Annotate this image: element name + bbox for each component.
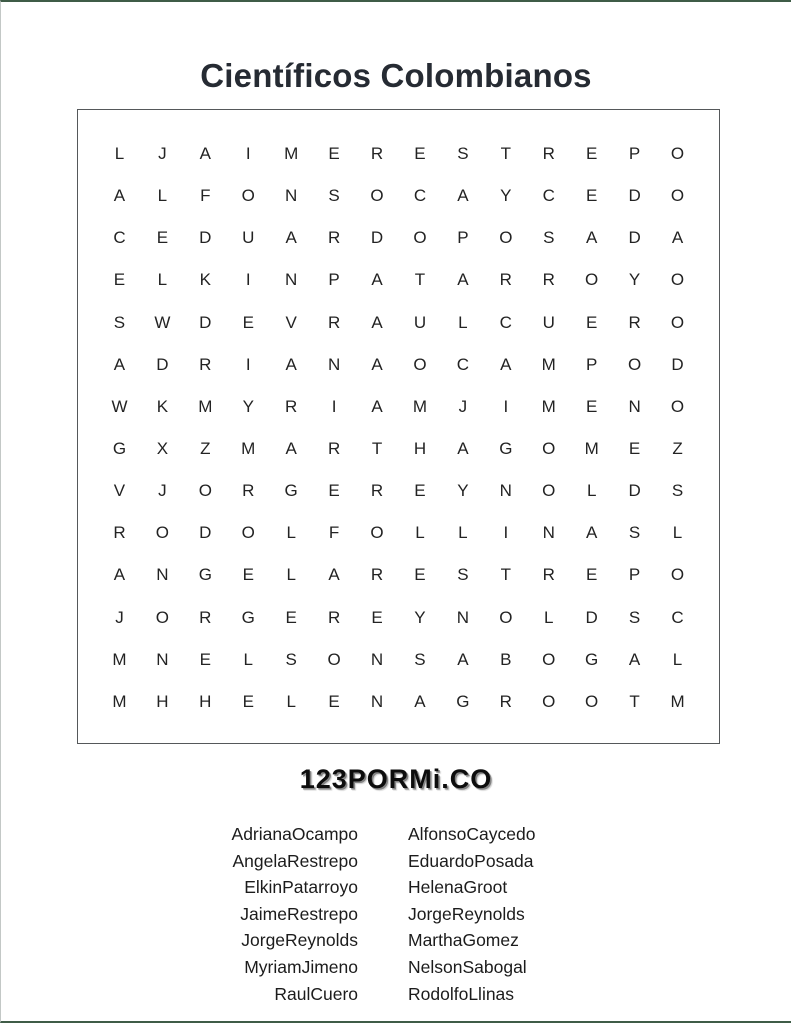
word-list-item: MyriamJimeno [244,956,358,977]
grid-letter: C [542,186,555,206]
grid-letter: R [242,481,255,501]
grid-letter: D [199,312,212,332]
grid-letter: L [458,523,468,543]
grid-letter: L [114,144,125,164]
grid-letter: D [199,228,212,248]
grid-letter: L [586,481,597,501]
grid-letter: S [457,144,469,164]
grid-letter: N [285,186,298,206]
grid-letter: E [156,228,169,248]
grid-letter: A [671,228,684,248]
grid-letter: C [671,607,684,627]
grid-letter: E [328,691,340,711]
grid-letter: N [327,354,341,374]
grid-letter: A [199,144,211,164]
grid-letter: R [285,396,298,416]
grid-letter: M [412,396,428,416]
grid-letter: O [670,396,685,416]
grid-letter: O [198,481,212,501]
grid-letter: O [670,312,685,332]
grid-letter: S [628,523,641,543]
grid-letter: C [499,312,512,332]
grid-letter: L [415,523,425,543]
grid-letter: W [111,396,128,416]
grid-letter: O [670,186,685,206]
grid-letter: M [112,691,127,711]
grid-letter: I [245,270,251,290]
grid-letter: P [628,565,641,585]
grid-letter: O [542,439,556,459]
word-list-item: HelenaGroot [408,877,508,898]
grid-letter: S [113,312,126,332]
grid-letter: E [328,481,340,501]
grid-letter: D [628,481,641,501]
grid-letter: O [413,354,427,374]
grid-letter: E [242,312,254,332]
word-list [168,821,598,1007]
grid-letter: N [156,649,169,669]
grid-letter: M [198,396,213,416]
grid-letter: L [672,649,683,669]
word-list-item: JorgeReynolds [408,903,525,924]
grid-letter: R [327,228,341,248]
grid-letter: H [413,439,427,459]
grid-letter: T [629,691,640,711]
grid-letter: E [328,144,340,164]
word-list-item: RaulCuero [274,983,358,1004]
grid-letter: E [414,481,426,501]
grid-letter: E [586,186,598,206]
grid-letter: S [543,228,555,248]
grid-letter: R [370,481,384,501]
grid-letter: M [284,144,299,164]
grid-letter: M [541,354,556,374]
grid-letter: D [628,228,641,248]
grid-letter: H [156,691,169,711]
grid-letter: T [500,144,511,164]
grid-letter: L [286,523,296,543]
grid-letter: I [245,354,251,374]
grid-letter: C [113,228,126,248]
grid-letter: L [157,270,168,290]
grid-letter: E [285,607,297,627]
grid-letter: E [113,270,126,290]
grid-letter: M [112,649,127,669]
grid-letter: V [113,481,126,501]
grid-letter: O [155,607,169,627]
word-list-item: JorgeReynolds [241,930,358,951]
grid-letter: L [672,523,683,543]
grid-letter: N [370,649,384,669]
grid-letter: J [158,144,167,164]
grid-letter: X [156,439,169,459]
grid-letter: N [285,270,298,290]
grid-letter: A [500,354,512,374]
grid-letter: T [500,565,511,585]
grid-letter: A [113,186,126,206]
grid-letter: G [585,649,599,669]
grid-letter: G [198,565,212,585]
grid-letter: T [414,270,426,290]
grid-letter: A [113,565,126,585]
grid-letter: A [328,565,340,585]
word-list-item: ElkinPatarroyo [244,877,358,898]
grid-letter: J [115,607,124,627]
grid-letter: W [154,312,171,332]
grid-letter: T [371,439,383,459]
word-list-item: AdrianaOcampo [231,824,358,844]
grid-letter: O [499,228,513,248]
grid-letter: N [628,396,641,416]
grid-letter: Z [672,439,683,459]
grid-letter: J [158,481,167,501]
grid-letter: D [671,354,684,374]
grid-letter: O [627,354,642,374]
grid-letter: G [499,439,513,459]
grid-letter: J [458,396,468,416]
grid-letter: O [413,228,427,248]
grid-letter: R [542,144,555,164]
grid-letter: N [456,607,470,627]
grid-letter: A [628,649,641,669]
grid-letter: O [670,144,685,164]
grid-letter: R [370,144,384,164]
grid-letter: G [456,691,470,711]
word-list-item: AngelaRestrepo [232,850,358,871]
grid-letter: N [499,481,512,501]
grid-letter: A [285,354,297,374]
grid-letter: D [370,228,384,248]
grid-letter: O [670,270,685,290]
grid-letter: I [503,396,509,416]
grid-letter: D [156,354,169,374]
grid-letter: A [414,691,426,711]
grid-letter: L [544,607,554,627]
grid-letter: O [585,691,599,711]
grid-letter: R [199,607,212,627]
grid-letter: A [457,186,469,206]
grid-letter: A [371,396,383,416]
word-list-item: MarthaGomez [408,930,519,951]
grid-letter: G [112,439,127,459]
grid-letter: A [371,270,383,290]
grid-letter: A [586,228,598,248]
grid-letter: U [542,312,555,332]
grid-letter: E [242,691,254,711]
grid-letter: M [541,396,556,416]
grid-letter: E [586,396,598,416]
grid-letter: Y [628,270,641,290]
grid-letter: M [670,691,685,711]
grid-letter: E [586,312,598,332]
grid-letter: L [157,186,168,206]
grid-letter: F [200,186,211,206]
grid-letter: N [370,691,384,711]
grid-letter: D [199,523,212,543]
grid-letter: U [242,228,255,248]
grid-letter: A [371,312,383,332]
grid-letter: R [327,312,341,332]
grid-letter: C [456,354,470,374]
word-list-column-gap [358,821,408,1007]
grid-letter: E [586,565,598,585]
grid-letter: L [243,649,253,669]
grid-letter: E [586,144,598,164]
grid-letter: N [542,523,555,543]
word-list-left-column [168,821,358,1007]
grid-letter: R [199,354,212,374]
grid-letter: E [414,144,426,164]
grid-letter: F [328,523,340,543]
grid-letter: C [413,186,427,206]
grid-letter: P [328,270,340,290]
grid-letter: O [542,649,556,669]
grid-letter: P [586,354,598,374]
grid-letter: S [628,607,641,627]
grid-letter: D [585,607,598,627]
word-list-item: EduardoPosada [408,850,534,871]
grid-letter: R [499,270,512,290]
grid-letter: M [584,439,599,459]
grid-letter: R [327,607,341,627]
grid-letter: N [156,565,169,585]
grid-letter: O [499,607,513,627]
word-list-item: JaimeRestrepo [240,903,358,924]
grid-letter: P [628,144,641,164]
grid-letter: S [414,649,426,669]
grid-letter: R [327,439,341,459]
word-list-item: AlfonsoCaycedo [408,824,536,844]
grid-letter: O [585,270,599,290]
grid-letter: L [458,312,468,332]
grid-letter: O [241,186,255,206]
grid-letter: H [199,691,212,711]
grid-letter: O [155,523,169,543]
grid-letter: A [457,649,469,669]
grid-letter: E [371,607,383,627]
grid-letter: A [586,523,598,543]
puzzle-grid [77,109,720,744]
grid-letter: U [413,312,427,332]
grid-letter: O [542,481,556,501]
grid-letter: A [285,439,297,459]
page-title: Científicos Colombianos [200,57,592,94]
grid-letter: K [199,270,211,290]
grid-letter: K [156,396,169,416]
grid-letter: O [370,186,384,206]
grid-letter: R [542,565,555,585]
grid-letter: A [457,439,469,459]
grid-letter: O [327,649,341,669]
word-list-right-column [408,821,598,1007]
grid-letter: Y [242,396,254,416]
grid-letter: D [628,186,641,206]
grid-letter: I [503,523,509,543]
grid-letter: O [542,691,556,711]
grid-letter: S [328,186,340,206]
grid-letter: B [500,649,512,669]
grid-letter: R [499,691,512,711]
grid-letter: Y [500,186,512,206]
grid-letter: R [370,565,384,585]
grid-letter: R [542,270,555,290]
grid-letter: Y [457,481,469,501]
grid-letter: L [286,565,296,585]
grid-letter: E [242,565,254,585]
grid-letter: E [199,649,211,669]
word-list-item: RodolfoLlinas [408,983,515,1004]
grid-letter: R [628,312,641,332]
grid-letter: A [113,354,126,374]
grid-letter: A [371,354,383,374]
grid-letter: G [241,607,255,627]
grid-letter: I [245,144,251,164]
grid-letter: A [285,228,297,248]
grid-letter: S [285,649,297,669]
grid-letter: O [241,523,255,543]
grid-letter: R [113,523,126,543]
grid-letter: M [241,439,256,459]
grid-letter: O [670,565,685,585]
brand-logo: 123PORMi.CO [299,764,493,794]
grid-letter: O [370,523,384,543]
grid-letter: Y [414,607,426,627]
grid-letter: S [457,565,469,585]
grid-letter: A [457,270,469,290]
grid-letter: P [457,228,469,248]
grid-letter: Z [200,439,211,459]
grid-letter: E [414,565,426,585]
grid-letter: L [286,691,296,711]
grid-letter: I [331,396,337,416]
grid-letter: E [628,439,641,459]
grid-letter: G [284,481,298,501]
grid-letter: S [671,481,684,501]
grid-letter: V [285,312,297,332]
word-list-item: NelsonSabogal [408,956,527,977]
